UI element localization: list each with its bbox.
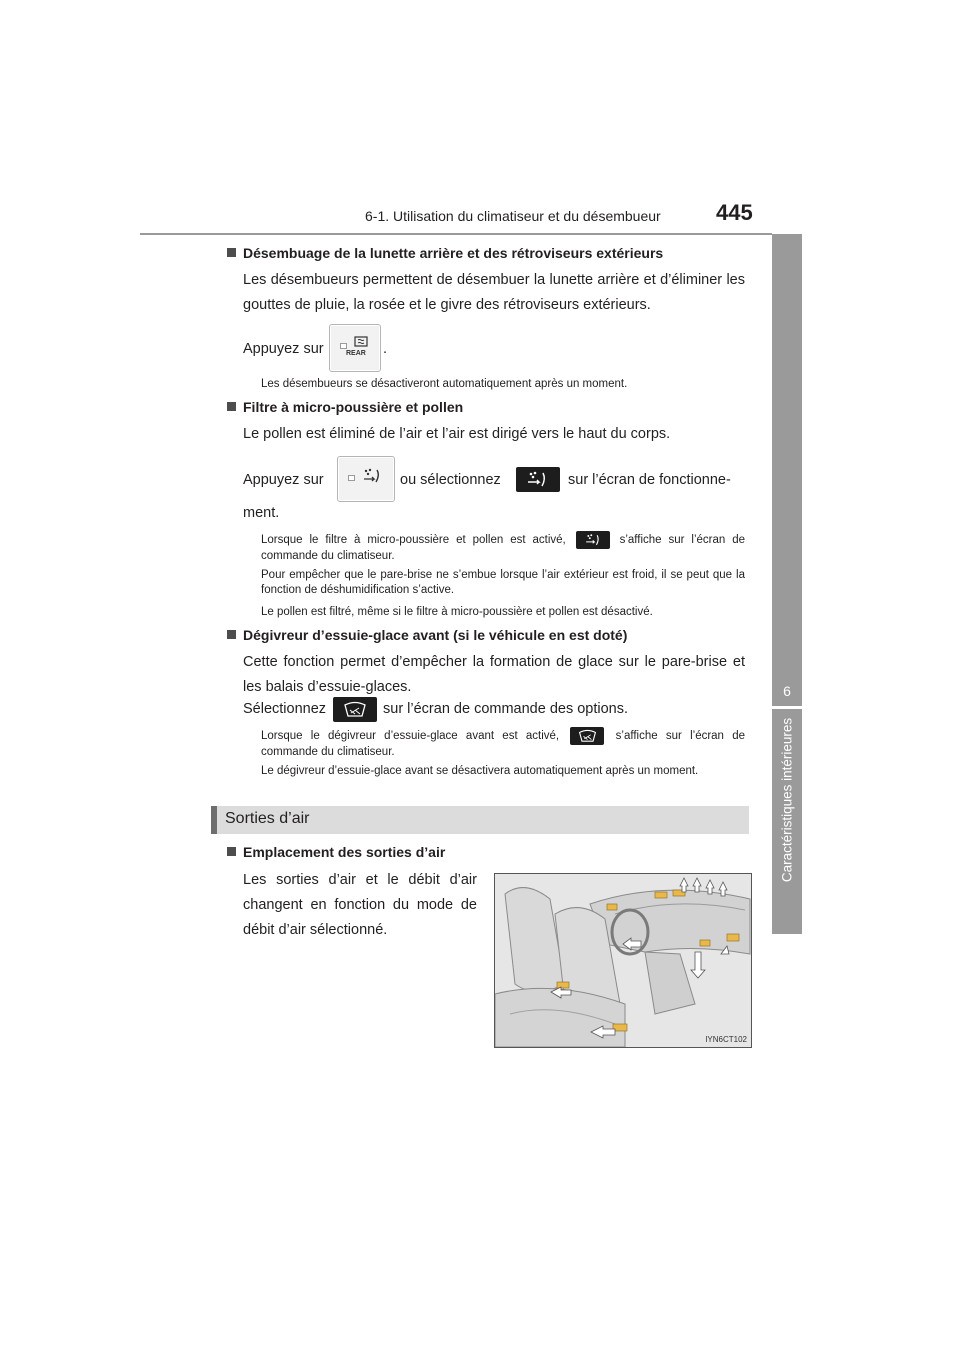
pollen-filter-indicator-icon: [576, 531, 610, 549]
rear-button-label: REAR: [346, 350, 366, 357]
wiper-deicer-body: Cette fonction permet d’empêcher la formation de glace sur le pare-brise et les balais d’essuie-glaces.: [243, 654, 745, 695]
wiper-select-prefix: Sélectionnez: [243, 701, 327, 717]
rear-defogger-body: Les désembueurs permettent de désembuer la lunette arrière et d’éliminer les gouttes de pluie, la rosée et le givre des rétroviseurs extérieurs.: [243, 272, 745, 313]
wiper-note-2: Le dégivreur d’essuie-glace avant se désactivera automatiquement après un moment.: [261, 765, 699, 777]
header-rule: [140, 233, 772, 235]
indicator-led: [340, 343, 347, 349]
pollen-filter-icon: [362, 467, 382, 485]
pollen-press-suffix: sur l’écran de fonctionne-: [568, 472, 731, 488]
air-outlets-body: Les sorties d’air et le débit d’air changent en fonction du mode de débit d’air sélectionné.: [243, 872, 477, 938]
rear-defogger-press-suffix: .: [383, 341, 388, 357]
chapter-tab-separator: [772, 706, 802, 709]
wiper-select-suffix: sur l’écran de commande des options.: [383, 701, 629, 717]
rear-defogger-button[interactable]: [329, 324, 381, 372]
rear-defogger-note: Les désembueurs se désactiveront automatiquement après un moment.: [261, 378, 628, 390]
bullet-square-icon: [227, 248, 236, 257]
pollen-filter-icon: [526, 470, 550, 489]
heading-rear-defogger: Désembuage de la lunette arrière et des rétroviseurs extérieurs: [227, 245, 663, 261]
pollen-press-suffix-cont: ment.: [243, 505, 280, 521]
chapter-label: Caractéristiques intérieures: [779, 717, 795, 883]
running-header: 6-1. Utilisation du climatiseur et du désembueur: [365, 208, 661, 224]
heading-wiper-deicer: Dégivreur d’essuie-glace avant (si le véhicule en est doté): [227, 627, 627, 643]
pollen-filter-body: Le pollen est éliminé de l’air et l’air est dirigé vers le haut du corps.: [243, 426, 671, 442]
wiper-deicer-icon: [578, 729, 597, 743]
air-outlets-illustration: [494, 873, 752, 1048]
heading-air-outlets: Emplacement des sorties d’air: [227, 844, 445, 860]
wiper-note-1: Lorsque le dégivreur d’essuie-glace avant est activé, s’affiche sur l’écran de commande du climatiseur.: [261, 727, 745, 760]
bullet-square-icon: [227, 847, 236, 856]
indicator-led: [348, 475, 355, 481]
pollen-filter-button[interactable]: [337, 456, 395, 502]
section-title: Sorties d’air: [225, 810, 310, 827]
bullet-square-icon: [227, 630, 236, 639]
section-bar-accent: [211, 806, 217, 834]
chapter-number: 6: [783, 683, 791, 699]
pollen-press-prefix: Appuyez sur: [243, 472, 324, 488]
pollen-filter-screen-button[interactable]: [516, 467, 560, 492]
rear-defogger-icon: [354, 336, 368, 347]
pollen-note-1: Lorsque le filtre à micro-poussière et pollen est activé, s’affiche sur l’écran de commande du climatiseur.: [261, 531, 745, 564]
pollen-filter-icon: [584, 533, 603, 547]
wiper-deicer-screen-button[interactable]: [333, 697, 377, 722]
pollen-note-2: Pour empêcher que le pare-brise ne s’embue lorsque l’air extérieur est froid, il se peut que la fonction de déshumidification s’active.: [261, 569, 745, 596]
wiper-deicer-indicator-icon: [570, 727, 604, 745]
car-interior-drawing: [495, 874, 751, 1047]
rear-defogger-press-line: Appuyez sur: [243, 341, 324, 357]
heading-pollen-filter: Filtre à micro-poussière et pollen: [227, 399, 463, 415]
wiper-deicer-icon: [343, 701, 367, 718]
pollen-note-3: Le pollen est filtré, même si le filtre à micro-poussière et pollen est désactivé.: [261, 606, 653, 618]
page-number: 445: [716, 200, 753, 225]
bullet-square-icon: [227, 402, 236, 411]
figure-code: IYN6CT102: [705, 1035, 747, 1044]
pollen-press-middle: ou sélectionnez: [400, 472, 501, 488]
